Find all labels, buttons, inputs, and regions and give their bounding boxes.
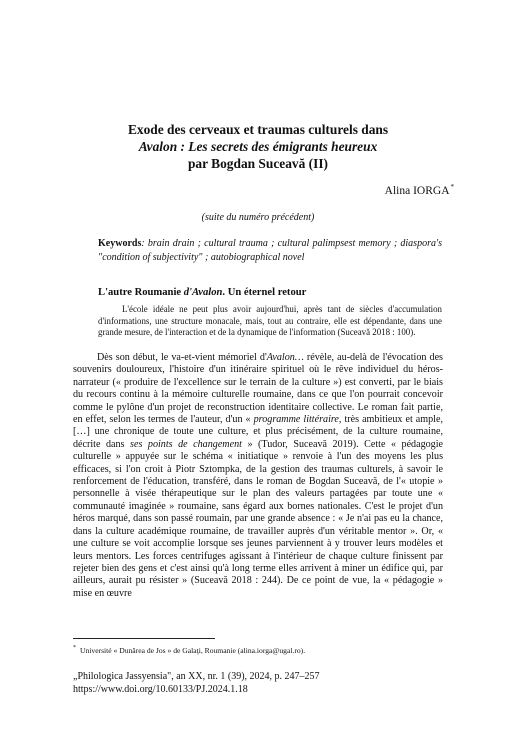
body-run-2: Avalon… xyxy=(266,352,304,363)
body-run-4: programme littéraire xyxy=(253,414,339,426)
author-name-text: Alina IORGA xyxy=(384,185,450,197)
footnote-text: Université « Dunărea de Jos » de Galaţi, Roumanie (alina.iorga@ugal.ro). xyxy=(80,646,306,655)
keywords-block xyxy=(98,237,442,264)
title-line-1: Exode des cerveaux et traumas culturels dans xyxy=(127,122,389,137)
footnote xyxy=(73,645,305,655)
body-paragraph xyxy=(73,352,443,600)
body-run-7: » (Tudor, Suceavă 2019). Cette « pédagogie culturelle » appuyée sur le schéma « initiatique » renvoie à l'un des moyens les plus efficaces, si l'on croit à Piotr Sztompka, de la gestion des traumas culturels, à savoir le renforcement de l'éducation, transféré, dans le roman de Bogdan Suceavă, de l'« utopie » personnelle à visée thérapeutique sur le plan des valeurs partagées par toute une « communauté imaginée » roumaine, sans égard aux bornes nationales. C'est le projet d'un héros marqué, dans son passé roumain, par une grande absence : « Je n'ai pas eu la chance, dans la culture académique roumaine, de travailler auprès d'un véritable mentor ». Or, « une culture se voit accomplie lorsque ses jeunes parviennent à y trouver leurs modèles et leurs mentors. Les forces centrifuges agissant à l'intérieur de chaque culture finissent par rejeter bien des gens et c'est ainsi qu'à long terme elles arrivent à miner un édifice qui, par ailleurs, aurait pu résister » (Suceavă 2018 : 244). De ce point de vue, la « pédagogie » mise en œuvre xyxy=(73,438,444,599)
journal-info xyxy=(73,670,320,696)
epigraph-quote: L'école idéale ne peut plus avoir aujourd'hui, après tant de siècles d'accumulation d'informations, une structure monacale, mais, tout au contraire, elle est dépendante, dans une grande mesure, de l'interaction et de la dynamique de l'information (Suceavă 2018 : 100). xyxy=(98,304,442,338)
section-heading-prefix: L'autre Roumanie xyxy=(98,287,184,298)
continuation-note: (suite du numéro précédent) xyxy=(201,212,315,223)
journal-doi[interactable]: https://www.doi.org/10.60133/PJ.2024.1.18 xyxy=(73,684,248,695)
title-line-2: Avalon : Les secrets des émigrants heureux xyxy=(138,139,378,154)
body-text xyxy=(73,352,443,600)
keywords-label: Keywords xyxy=(98,238,142,249)
body-run-6: ses points de changement xyxy=(130,438,242,450)
body-run-5: , très ambitieux et ample, […] une chronique de toute une culture, et plus précisément, de la culture roumaine, décrite dans xyxy=(73,414,443,450)
journal-citation: „Philologica Jassyensia", an XX, nr. 1 (39), 2024, p. 247–257 xyxy=(73,671,320,682)
body-run-1: Dès son début, le va-et-vient mémoriel d' xyxy=(97,352,267,363)
section-heading xyxy=(98,287,306,298)
title-line-3: par Bogdan Suceavă (II) xyxy=(187,156,328,171)
body-run-3: révèle, au-delà de l'évocation des souvenirs douloureux, l'histoire d'un itinéraire spirituel où le rêve individuel du héros-narrateur (« produire de l'excellence sur le terrain de la culture ») est converti, par le biais du recours continu à la mémoire culturelle roumaine, dans ce que l'on pourrait concevoir comme le pylône d'un projet de reconstruction identitaire collective. Le roman fait partie, en effet, selon les termes de l'auteur, d'un « xyxy=(73,352,443,426)
author-name xyxy=(385,183,454,197)
keywords-text: : brain drain ; cultural trauma ; cultural palimpsest memory ; diaspora's "condition of subjectivity" ; autobiographical novel xyxy=(98,238,442,263)
section-heading-suffix: . Un éternel retour xyxy=(222,287,307,298)
footnote-mark: * xyxy=(73,645,76,651)
article-title xyxy=(60,121,456,172)
section-heading-italic: d'Avalon xyxy=(183,287,223,298)
footnote-divider xyxy=(73,638,215,639)
author-footnote-mark: * xyxy=(450,183,454,191)
